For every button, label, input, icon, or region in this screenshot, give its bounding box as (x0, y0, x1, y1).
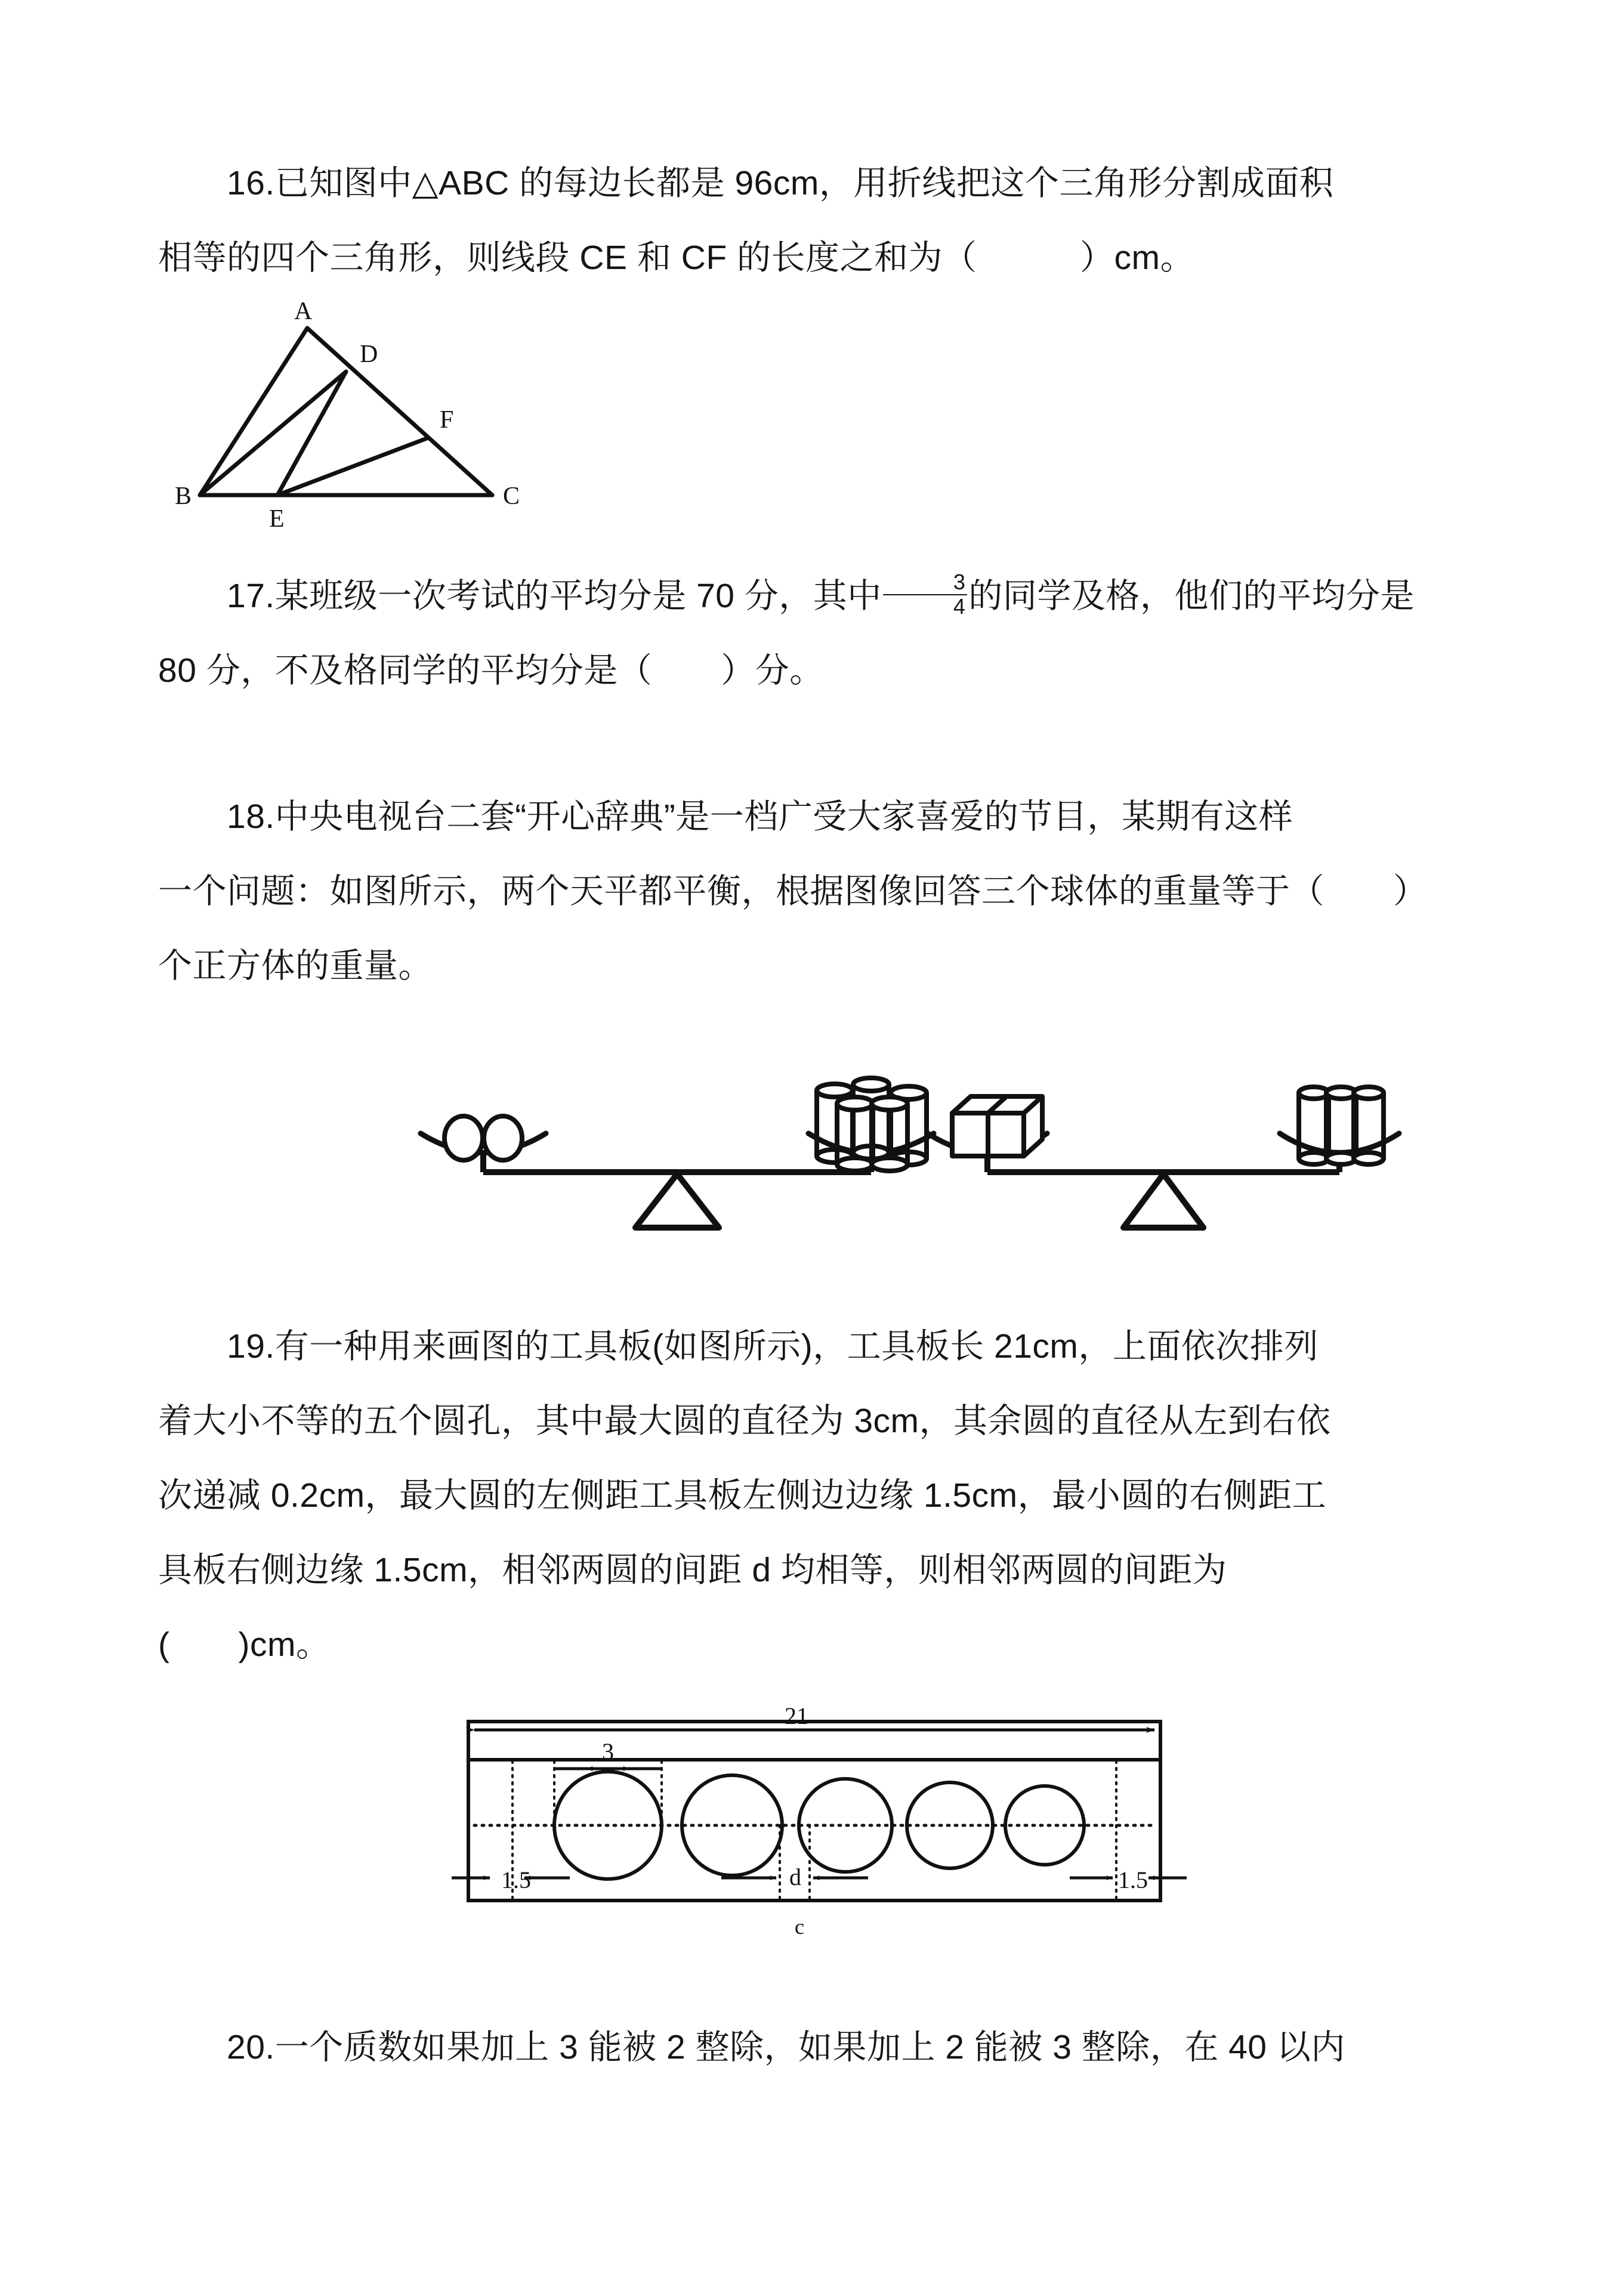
q17-text-after: 的同学及格，他们的平均分是 (968, 577, 1415, 615)
cylinder-group-3 (1299, 1087, 1384, 1164)
balance-figure-q18 (158, 1050, 1471, 1247)
spacer-17-18 (158, 708, 1471, 780)
sphere-2 (484, 1116, 522, 1160)
dimension-largest-diameter (554, 1738, 662, 1769)
question-17 (158, 559, 1471, 708)
triangle-label-C: C (503, 483, 520, 510)
question-18-line-2: 一个问题：如图所示，两个天平都平衡，根据图像回答三个球体的重量等于（ ） (158, 872, 1428, 910)
dimension-gap (721, 1864, 868, 1890)
question-19-line-4: 具板右侧边缘 1.5cm，相邻两圆的间距 d 均相等，则相邻两圆的间距为 (158, 1551, 1227, 1589)
question-20 (158, 2010, 1471, 2085)
spacer-19-20 (158, 1957, 1471, 2010)
spacer-q18-figure (158, 1003, 1471, 1050)
tool-board-figure-q19 (158, 1706, 1471, 1957)
hole-group (554, 1772, 1084, 1879)
triangle-side-AC (307, 328, 492, 495)
spacer-18-19 (158, 1247, 1471, 1309)
segment-DE (277, 372, 346, 495)
balance2-fulcrum (1123, 1174, 1203, 1228)
spacer-16-17 (158, 534, 1471, 559)
balance-scale-2 (928, 1087, 1399, 1228)
question-16-line-1: 16.已知图中△ABC 的每边长都是 96cm，用折线把这个三角形分割成面积 (227, 164, 1334, 202)
triangle-label-A: A (294, 298, 313, 325)
dimension-label-left-margin: 1.5 (501, 1867, 531, 1893)
triangle-label-F: F (440, 406, 454, 434)
question-18-line-3: 个正方体的重量。 (158, 947, 433, 985)
triangle-label-B: B (175, 483, 192, 510)
board-outline (468, 1722, 1160, 1901)
q17-text-before: 17.某班级一次考试的平均分是 70 分，其中 (227, 577, 882, 615)
question-16-line-2: 相等的四个三角形，则线段 CE 和 CF 的长度之和为（ ）cm。 (158, 239, 1194, 277)
question-18-line-1: 18.中央电视台二套“开心辞典”是一档广受大家喜爱的节目，某期有这样 (227, 798, 1293, 836)
triangle-figure-q16 (158, 295, 1471, 534)
sphere-1 (444, 1116, 483, 1160)
spacer-q19-figure (158, 1682, 1471, 1706)
page-content (158, 146, 1471, 2085)
question-16 (158, 146, 1471, 534)
question-20-line-1: 20.一个质数如果加上 3 能被 2 整除，如果加上 2 能被 3 整除，在 40 以内 (227, 2028, 1345, 2066)
balance1-fulcrum (635, 1174, 719, 1228)
triangle-label-E: E (269, 505, 285, 533)
balance-scale-1 (421, 1078, 934, 1228)
cylinder-group-5 (817, 1078, 927, 1171)
dimension-label-diameter: 3 (602, 1738, 614, 1765)
question-17-line-2: 80 分，不及格同学的平均分是（ ）分。 (158, 651, 824, 690)
question-19-line-1: 19.有一种用来画图的工具板(如图所示)，工具板长 21cm，上面依次排列 (227, 1327, 1319, 1365)
fraction-three-quarters (883, 571, 968, 617)
question-19-line-5: ( )cm。 (158, 1626, 331, 1664)
question-19 (158, 1309, 1471, 1957)
question-19-line-2: 着大小不等的五个圆孔，其中最大圆的直径为 3cm，其余圆的直径从左到右依 (158, 1402, 1331, 1440)
segment-EF (277, 438, 427, 495)
figure-caption-c: c (795, 1915, 804, 1939)
fraction-numerator: 3 (953, 570, 966, 595)
dimension-label-total: 21 (785, 1706, 808, 1729)
question-18 (158, 780, 1471, 1247)
triangle-label-D: D (360, 341, 378, 368)
cube-pair (952, 1096, 1042, 1156)
dimension-label-gap: d (789, 1864, 801, 1890)
dimension-label-right-margin: 1.5 (1118, 1867, 1148, 1893)
dimension-right-margin (1070, 1867, 1187, 1893)
fraction-denominator: 4 (953, 594, 966, 619)
question-19-line-3: 次递减 0.2cm，最大圆的左侧距工具板左侧边边缘 1.5cm，最小圆的右侧距工 (158, 1476, 1327, 1515)
question-17-line-1 (158, 559, 1471, 634)
